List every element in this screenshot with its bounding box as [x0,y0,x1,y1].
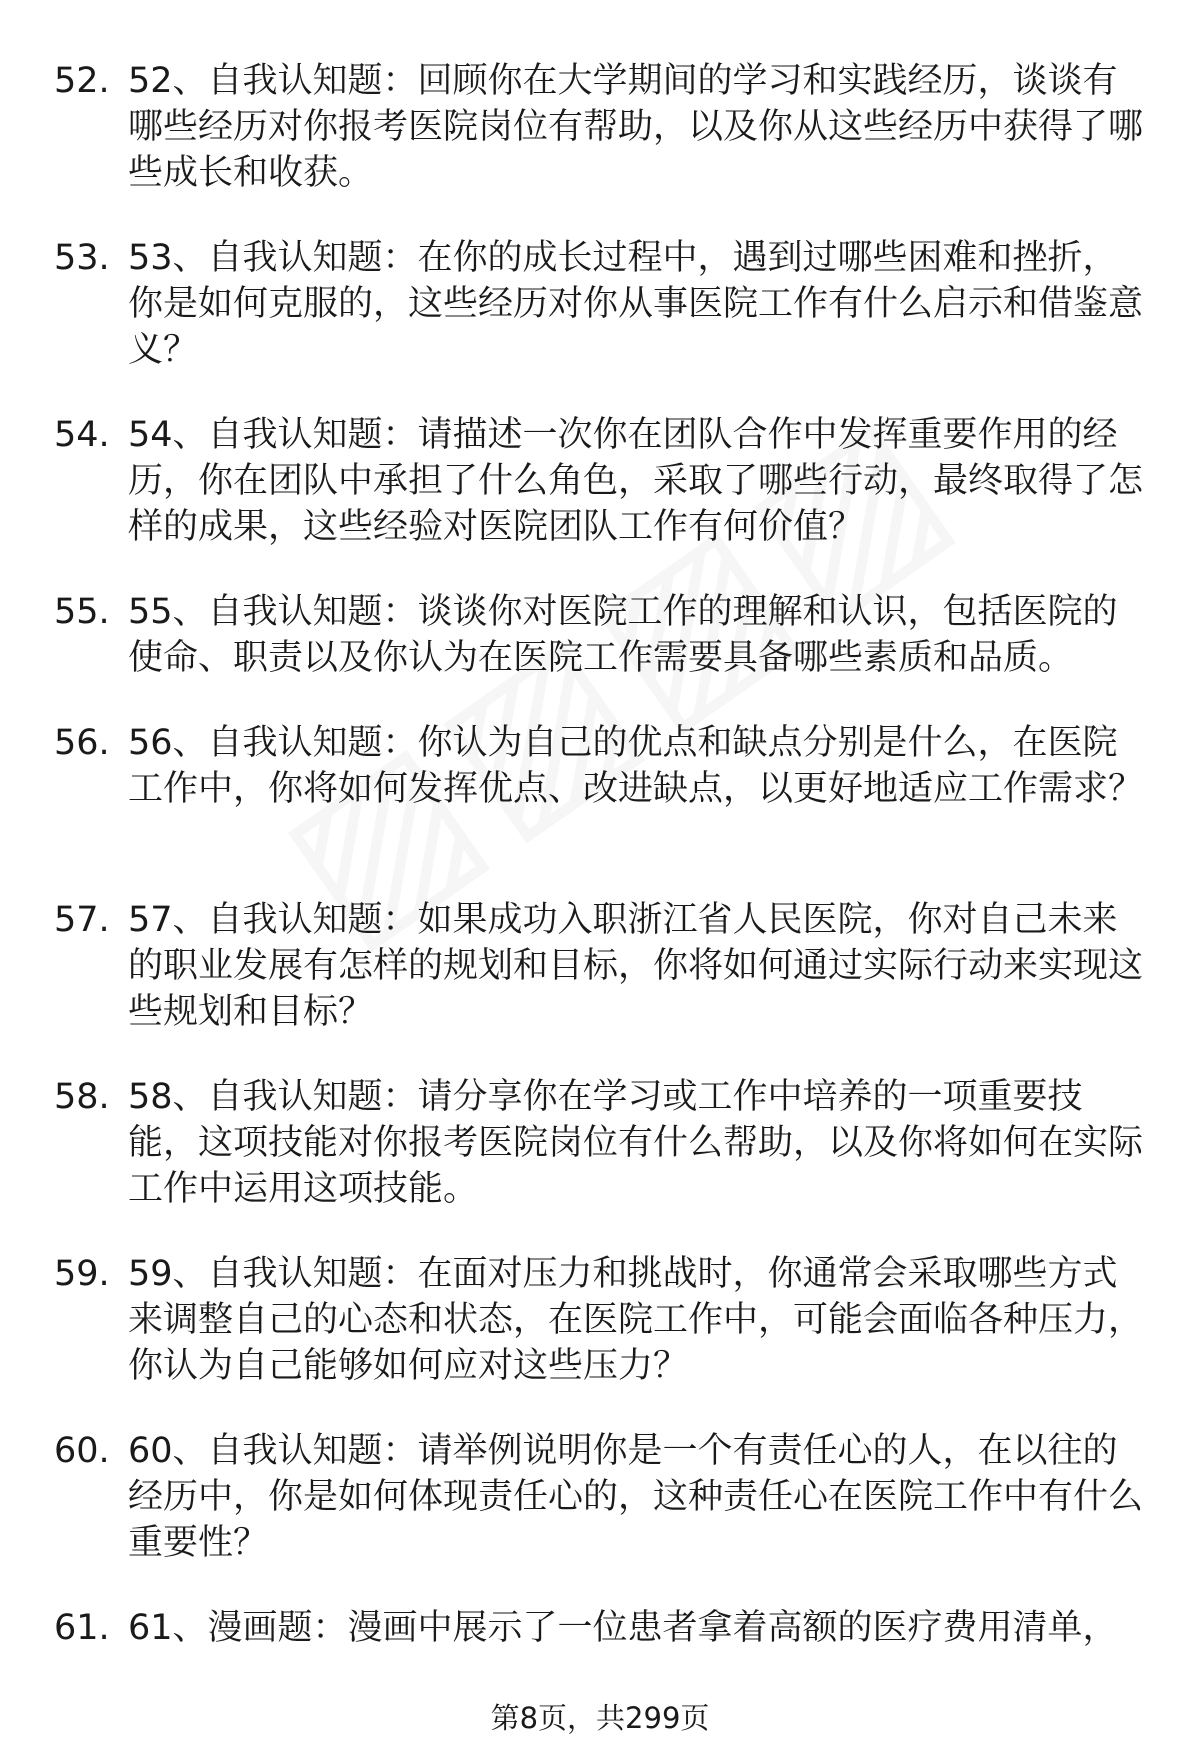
question-list [0,58,1200,1651]
question-text: 53、自我认知题：在你的成长过程中，遇到过哪些困难和挫折，你是如何克服的，这些经历对你从事医院工作有什么启示和借鉴意义？ [128,238,1144,370]
question-text: 57、自我认知题：如果成功入职浙江省人民医院，你对自己未来的职业发展有怎样的规划和目标，你将如何通过实际行动来实现这些规划和目标？ [128,900,1144,1032]
question-number: 58. [54,1077,110,1117]
question-number: 56. [54,723,110,763]
question-text: 61、漫画题：漫画中展示了一位患者拿着高额的医疗费用清单， [128,1608,1118,1648]
page-footer: 第8页，共299页 [490,1701,710,1735]
list-item [0,897,1200,1074]
question-text: 55、自我认知题：谈谈你对医院工作的理解和认识，包括医院的使命、职责以及你认为在医院工作需要具备哪些素质和品质。 [128,592,1118,678]
list-item [0,1074,1200,1251]
question-text: 58、自我认知题：请分享你在学习或工作中培养的一项重要技能，这项技能对你报考医院岗位有什么帮助，以及你将如何在实际工作中运用这项技能。 [128,1077,1144,1209]
list-item [0,412,1200,589]
question-text: 54、自我认知题：请描述一次你在团队合作中发挥重要作用的经历，你在团队中承担了什么角色，采取了哪些行动，最终取得了怎样的成果，这些经验对医院团队工作有何价值？ [128,415,1144,547]
list-item [0,589,1200,720]
list-item [0,58,1200,235]
question-number: 61. [54,1608,110,1648]
question-text: 52、自我认知题：回顾你在大学期间的学习和实践经历，谈谈有哪些经历对你报考医院岗位有帮助，以及你从这些经历中获得了哪些成长和收获。 [128,61,1144,193]
question-text: 56、自我认知题：你认为自己的优点和缺点分别是什么，在医院工作中，你将如何发挥优点、改进缺点，以更好地适应工作需求？ [128,723,1144,809]
list-item [0,1251,1200,1428]
list-item [0,235,1200,412]
question-number: 52. [54,61,110,101]
question-text: 60、自我认知题：请举例说明你是一个有责任心的人，在以往的经历中，你是如何体现责任心的，这种责任心在医院工作中有什么重要性？ [128,1431,1144,1563]
list-item [0,1428,1200,1605]
question-number: 53. [54,238,110,278]
question-number: 54. [54,415,110,455]
question-number: 57. [54,900,110,940]
list-item [0,720,1200,897]
question-number: 60. [54,1431,110,1471]
question-number: 59. [54,1254,110,1294]
question-number: 55. [54,592,110,632]
question-text: 59、自我认知题：在面对压力和挑战时，你通常会采取哪些方式来调整自己的心态和状态，在医院工作中，可能会面临各种压力，你认为自己能够如何应对这些压力？ [128,1254,1144,1386]
list-item [0,1605,1200,1651]
